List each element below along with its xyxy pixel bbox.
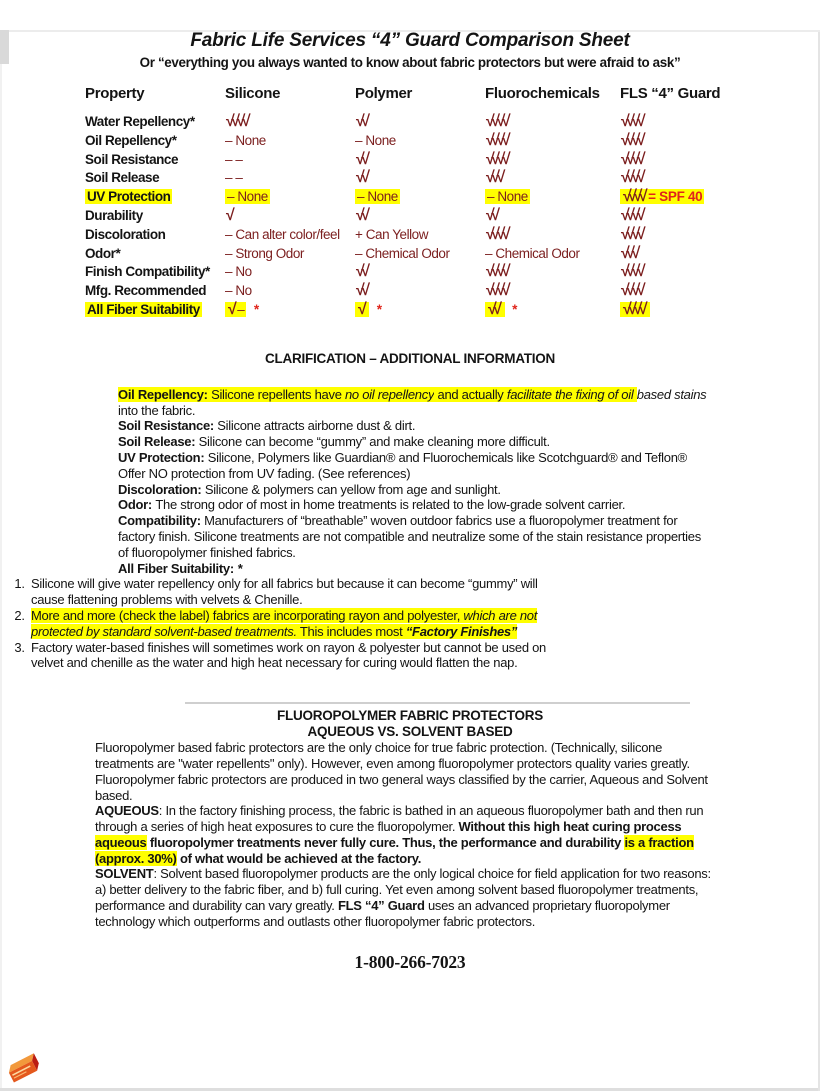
table-cell — [225, 152, 355, 167]
rating-checkmarks: √√√√ — [620, 131, 642, 149]
text-run: Manufacturers of “breathable” woven outdoor fabrics use a fluoropolymer treatment for factory finish. Silicone treatments are not compatible and neutralize some of the stain resistance properties of fluoropolymer finished fabrics. — [118, 513, 701, 560]
table-cell — [620, 188, 820, 206]
text-run: : In the factory finishing process, the fabric is bathed in an aqueous fluoropolymer bath and then run through a series of high heat exposures to cure the fluoropolymer. — [95, 803, 704, 835]
table-row — [85, 113, 820, 132]
text-run: SOLVENT — [95, 866, 154, 882]
paragraph — [118, 418, 712, 434]
column-header-property: Property — [85, 85, 145, 102]
table-cell — [355, 113, 485, 131]
row-label: Oil Repellency* — [85, 132, 177, 148]
fluoropolymer-heading-line2: AQUEOUS VS. SOLVENT BASED — [307, 723, 513, 739]
list-item — [28, 576, 566, 608]
table-cell — [225, 113, 355, 131]
table-cell — [355, 151, 485, 169]
rating-text: – Strong Odor — [225, 245, 304, 261]
row-label: Water Repellency* — [85, 114, 195, 129]
text-run: “Factory Finishes” — [405, 623, 518, 639]
rating-checkmarks: √ — [227, 300, 233, 318]
table-cell — [225, 207, 355, 225]
rating-text: – — [237, 301, 245, 317]
text-run: Silicone, Polymers like Guardian® and Fluorochemicals like Scotchguard® and Teflon® Offer NO protection from UV fading. (See references) — [118, 449, 687, 481]
text-run: aqueous — [95, 834, 147, 850]
list-item — [28, 608, 566, 640]
rating-checkmarks: √√ — [487, 300, 498, 318]
rating-checkmarks: √√ — [355, 263, 366, 281]
rating-checkmarks: √√√√ — [622, 300, 644, 318]
text-run: Odor: — [118, 497, 156, 513]
rating-checkmarks: √√√√ — [620, 225, 642, 243]
rating-checkmarks: √√√ — [620, 244, 636, 262]
table-row — [85, 245, 820, 264]
rating-checkmarks: √√√√ — [485, 131, 507, 149]
text-run: facilitate the fixing of oil — [506, 386, 637, 402]
table-row — [85, 188, 820, 207]
rating-text: – None — [357, 189, 398, 205]
page-subtitle: Or “everything you always wanted to know about fabric protectors but were afraid to ask” — [139, 55, 681, 70]
rating-text: – Chemical Odor — [355, 245, 450, 261]
row-label: Durability — [85, 207, 143, 223]
table-cell — [225, 301, 355, 319]
text-run: into the fabric. — [118, 402, 196, 418]
table-cell — [355, 227, 485, 242]
table-cell — [485, 132, 620, 150]
paragraph — [118, 497, 712, 513]
table-cell — [485, 301, 620, 319]
column-header-fls-4-guard: FLS “4” Guard — [620, 85, 721, 102]
rating-checkmarks: √√ — [355, 206, 366, 224]
row-label: Soil Resistance — [85, 151, 179, 167]
table-cell — [485, 246, 620, 261]
table-cell — [225, 189, 355, 204]
brand-logo — [3, 1051, 53, 1085]
table-cell — [225, 170, 355, 185]
table-row — [85, 207, 820, 226]
section-divider — [185, 702, 690, 704]
rating-text: + Can Yellow — [355, 226, 429, 242]
column-header-polymer: Polymer — [355, 85, 413, 102]
table-row — [85, 151, 820, 170]
phone-number: 1-800-266-7023 — [354, 951, 466, 972]
table-cell — [620, 207, 820, 225]
rating-checkmarks: √√√√ — [620, 113, 642, 130]
table-cell — [355, 246, 485, 261]
rating-text: – No — [225, 283, 252, 299]
rating-checkmarks: √√ — [355, 113, 366, 130]
table-cell — [485, 169, 620, 187]
table-cell — [485, 207, 620, 225]
rating-checkmarks: √√√√ — [620, 169, 642, 187]
text-run: is a fraction (approx. 30%) — [95, 834, 694, 866]
table-cell — [485, 263, 620, 281]
paragraph — [95, 803, 723, 866]
fluoropolymer-text — [95, 740, 723, 930]
table-cell — [620, 151, 820, 169]
row-label: Discoloration — [85, 226, 166, 242]
text-run: Silicone attracts airborne dust & dirt. — [217, 418, 416, 434]
paragraph — [118, 513, 712, 560]
table-row — [85, 263, 820, 282]
rating-checkmarks: √√√√ — [620, 206, 642, 224]
text-run: Compatibility: — [118, 513, 205, 529]
text-run: AQUEOUS — [95, 803, 159, 819]
text-run: Without this high heat curing process — [458, 819, 682, 835]
rating-checkmarks: √ — [225, 206, 231, 224]
text-run: Oil Repellency: — [118, 386, 212, 402]
table-cell — [485, 226, 620, 244]
table-cell — [620, 113, 820, 131]
column-header-fluorochemicals: Fluorochemicals — [485, 85, 600, 102]
rating-checkmarks: √√√√ — [620, 150, 642, 168]
table-row — [85, 301, 820, 320]
rating-checkmarks: √√√√ — [485, 113, 507, 130]
text-run: Fluoropolymer fabric protectors are produced in two general ways classified by the carrier, Aqueous and Solvent based. — [95, 771, 708, 803]
text-run: which are not protected by standard solvent-based treatments. — [31, 607, 538, 639]
comparison-table-body — [85, 113, 820, 320]
rating-checkmarks: √√√√ — [485, 225, 507, 243]
table-cell — [355, 189, 485, 204]
footnote-asterisk: * — [511, 301, 517, 317]
row-label: Odor* — [85, 245, 121, 261]
table-cell — [620, 245, 820, 263]
text-run: All Fiber Suitability: — [118, 560, 238, 576]
rating-checkmarks: √√ — [355, 282, 366, 300]
table-cell — [355, 263, 485, 281]
rating-checkmarks: √√ — [355, 150, 366, 168]
paragraph — [95, 740, 723, 772]
clarification-heading: CLARIFICATION – ADDITIONAL INFORMATION — [265, 350, 555, 366]
table-cell — [225, 264, 355, 279]
rating-checkmarks: √√√√ — [620, 263, 642, 281]
text-run: Fluoropolymer based fabric protectors are the only choice for true fabric protection. (Technically, silicone treatments are "water repellents" only). However, even among fluoropolymer protectors quality varies greatly. — [95, 740, 690, 771]
paragraph — [118, 561, 712, 577]
row-label: Finish Compatibility* — [85, 264, 210, 280]
text-run: no oil repellency — [344, 386, 435, 402]
rating-checkmarks: √√√√ — [485, 282, 507, 300]
column-header-silicone: Silicone — [225, 85, 281, 102]
row-label: Soil Release — [85, 170, 160, 186]
table-row — [85, 282, 820, 301]
rating-text: – Chemical Odor — [485, 245, 580, 261]
rating-text: – None — [225, 132, 266, 148]
text-run: and actually — [434, 386, 507, 402]
text-run: uses an advanced proprietary fluoropolymer technology which outperforms and outlasts other fluoropolymer fabric protectors. — [95, 898, 670, 929]
table-cell — [620, 226, 820, 244]
text-run: based stains — [636, 386, 707, 402]
text-run: More and more (check the label) fabrics are incorporating rayon and polyester, — [31, 607, 464, 623]
paragraph — [95, 772, 723, 804]
page-title: Fabric Life Services “4” Guard Comparison Sheet — [190, 30, 630, 51]
rating-checkmarks: √√ — [485, 206, 496, 224]
table-cell — [225, 133, 355, 148]
rating-checkmarks: √√√√ — [622, 188, 644, 206]
text-run: : Solvent based fluoropolymer products are the only logical choice for field application for two reasons: a) better delivery to the fabric fiber, and b) full curing. Yet even among solvent based fluoropolymer treatments, performance and durability can vary greatly. — [95, 866, 711, 914]
table-cell — [485, 151, 620, 169]
row-label: All Fiber Suitability — [87, 301, 200, 317]
text-run: Soil Release: — [118, 434, 199, 450]
table-cell — [485, 113, 620, 131]
rating-checkmarks: √√√√ — [225, 113, 247, 130]
rating-checkmarks: √√√ — [485, 169, 501, 187]
rating-checkmarks: √ — [357, 300, 363, 318]
paragraph — [118, 434, 712, 450]
table-cell — [485, 189, 620, 204]
rating-text: – – — [225, 170, 243, 186]
table-cell — [225, 227, 355, 242]
text-run: The strong odor of most in home treatments is related to the low-grade solvent carrier. — [155, 497, 626, 513]
table-row — [85, 169, 820, 188]
table-cell — [225, 283, 355, 298]
rating-text: – Can alter color/feel — [225, 226, 340, 242]
row-label: UV Protection — [87, 189, 171, 205]
rating-checkmarks: √√√√ — [485, 150, 507, 168]
fluoropolymer-heading-line1: FLUOROPOLYMER FABRIC PROTECTORS — [276, 708, 544, 724]
rating-checkmarks: √√√√ — [485, 263, 507, 281]
table-cell — [620, 301, 820, 319]
table-cell — [355, 301, 485, 319]
scan-edge-artifact — [0, 30, 9, 64]
list-item — [28, 640, 566, 672]
text-run: of what would be achieved at the factory. — [176, 850, 422, 866]
rating-text: – – — [225, 151, 243, 167]
table-cell — [620, 282, 820, 300]
footnote-asterisk: * — [253, 301, 259, 317]
table-cell — [355, 207, 485, 225]
text-run: FLS “4” Guard — [337, 898, 425, 914]
text-run: Silicone repellents have — [211, 386, 345, 402]
rating-suffix: = SPF 40 — [648, 189, 703, 205]
text-run: Discoloration: — [118, 481, 205, 497]
rating-text: – None — [355, 132, 396, 148]
table-cell — [355, 169, 485, 187]
text-run: Factory water-based finishes will sometimes work on rayon & polyester but cannot be used on velvet and chenille as the water and high heat necessary for curing would flatten the nap. — [31, 639, 547, 671]
paragraph — [95, 866, 723, 929]
rating-checkmarks: √√ — [355, 169, 366, 187]
table-cell — [485, 282, 620, 300]
text-run: Silicone can become “gummy” and make cleaning more difficult. — [198, 434, 550, 450]
table-cell — [620, 132, 820, 150]
comparison-table — [85, 85, 820, 320]
footnote-asterisk: * — [376, 301, 382, 317]
table-cell — [620, 169, 820, 187]
rating-text: – None — [487, 189, 528, 205]
paragraph — [118, 387, 712, 419]
table-row — [85, 226, 820, 245]
text-run: Soil Resistance: — [118, 418, 218, 434]
paragraph — [118, 450, 712, 482]
table-cell — [355, 282, 485, 300]
table-row — [85, 132, 820, 151]
comparison-table-header — [85, 85, 820, 102]
clarification-text — [118, 387, 712, 577]
table-cell — [620, 263, 820, 281]
table-cell — [225, 246, 355, 261]
text-run: This includes most — [296, 623, 406, 639]
text-run: * — [237, 560, 243, 576]
paragraph — [118, 482, 712, 498]
text-run: Silicone & polymers can yellow from age and sunlight. — [204, 481, 501, 497]
text-run: Silicone will give water repellency only for all fabrics but because it can become “gummy” will cause flattening problems with velvets & Chenille. — [31, 576, 538, 608]
fiber-suitability-list — [0, 576, 566, 671]
rating-checkmarks: √√√√ — [620, 282, 642, 300]
rating-text: – None — [227, 189, 268, 205]
text-run: UV Protection: — [118, 449, 208, 465]
text-run: fluoropolymer treatments never fully cure. Thus, the performance and durability — [146, 834, 625, 850]
row-label: Mfg. Recommended — [85, 283, 207, 299]
rating-text: – No — [225, 264, 252, 280]
table-cell — [355, 133, 485, 148]
